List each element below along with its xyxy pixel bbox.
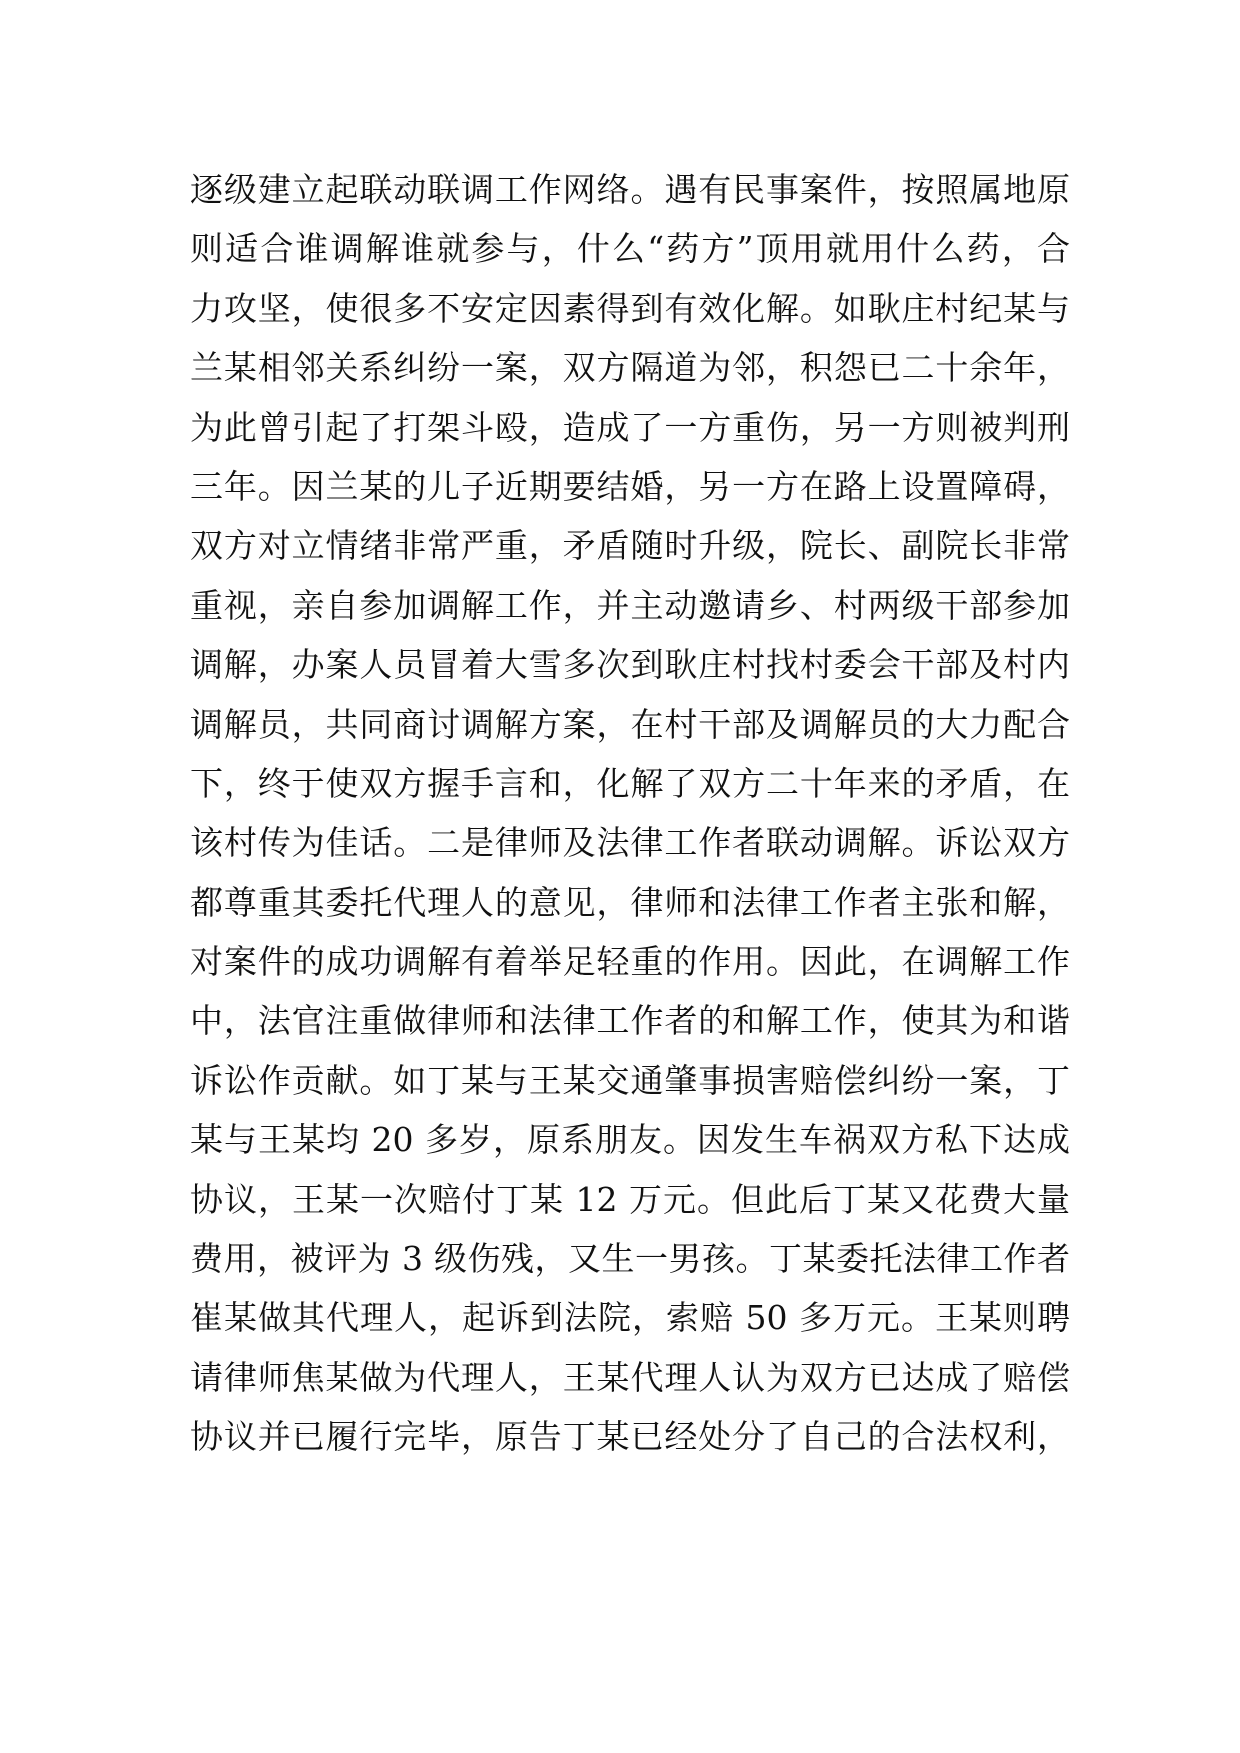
text-line: 力攻坚，使很多不安定因素得到有效化解。如耿庄村纪某与 bbox=[190, 288, 1070, 328]
text-line: 逐级建立起联动联调工作网络。遇有民事案件，按照属地原 bbox=[190, 170, 1070, 209]
text-line: 为此曾引起了打架斗殴，造成了一方重伤，另一方则被判刑 bbox=[190, 407, 1070, 447]
text-line: 调解员，共同商讨调解方案，在村干部及调解员的大力配合 bbox=[190, 704, 1070, 744]
text-line: 双方对立情绪非常严重，矛盾随时升级，院长、副院长非常 bbox=[190, 526, 1070, 566]
text-line: 中，法官注重做律师和法律工作者的和解工作，使其为和谐 bbox=[190, 1001, 1070, 1041]
text-line: 三年。因兰某的儿子近期要结婚，另一方在路上设置障碍， bbox=[190, 466, 1070, 506]
text-line: 协议，王某一次赔付丁某 12 万元。但此后丁某又花费大量 bbox=[190, 1179, 1070, 1219]
text-line: 请律师焦某做为代理人，王某代理人认为双方已达成了赔偿 bbox=[190, 1357, 1070, 1397]
text-line: 下，终于使双方握手言和，化解了双方二十年来的矛盾，在 bbox=[190, 763, 1070, 803]
text-line: 调解，办案人员冒着大雪多次到耿庄村找村委会干部及村内 bbox=[190, 645, 1070, 685]
text-line: 协议并已履行完毕，原告丁某已经处分了自己的合法权利， bbox=[190, 1417, 1070, 1457]
text-line: 对案件的成功调解有着举足轻重的作用。因此，在调解工作 bbox=[190, 942, 1070, 982]
body-text bbox=[190, 160, 1070, 1467]
text-line: 兰某相邻关系纠纷一案，双方隔道为邻，积怨已二十余年， bbox=[190, 348, 1070, 388]
text-line: 某与王某均 20 多岁，原系朋友。因发生车祸双方私下达成 bbox=[190, 1120, 1070, 1160]
text-line: 费用，被评为 3 级伤残，又生一男孩。丁某委托法律工作者 bbox=[190, 1239, 1070, 1279]
text-line: 则适合谁调解谁就参与，什么“药方”顶用就用什么药，合 bbox=[190, 229, 1070, 269]
text-line: 重视，亲自参加调解工作，并主动邀请乡、村两级干部参加 bbox=[190, 585, 1070, 625]
text-line: 该村传为佳话。二是律师及法律工作者联动调解。诉讼双方 bbox=[190, 823, 1070, 863]
text-line: 诉讼作贡献。如丁某与王某交通肇事损害赔偿纠纷一案，丁 bbox=[190, 1060, 1070, 1100]
text-line: 崔某做其代理人，起诉到法院，索赔 50 多万元。王某则聘 bbox=[190, 1298, 1070, 1338]
text-line: 都尊重其委托代理人的意见，律师和法律工作者主张和解， bbox=[190, 882, 1070, 922]
